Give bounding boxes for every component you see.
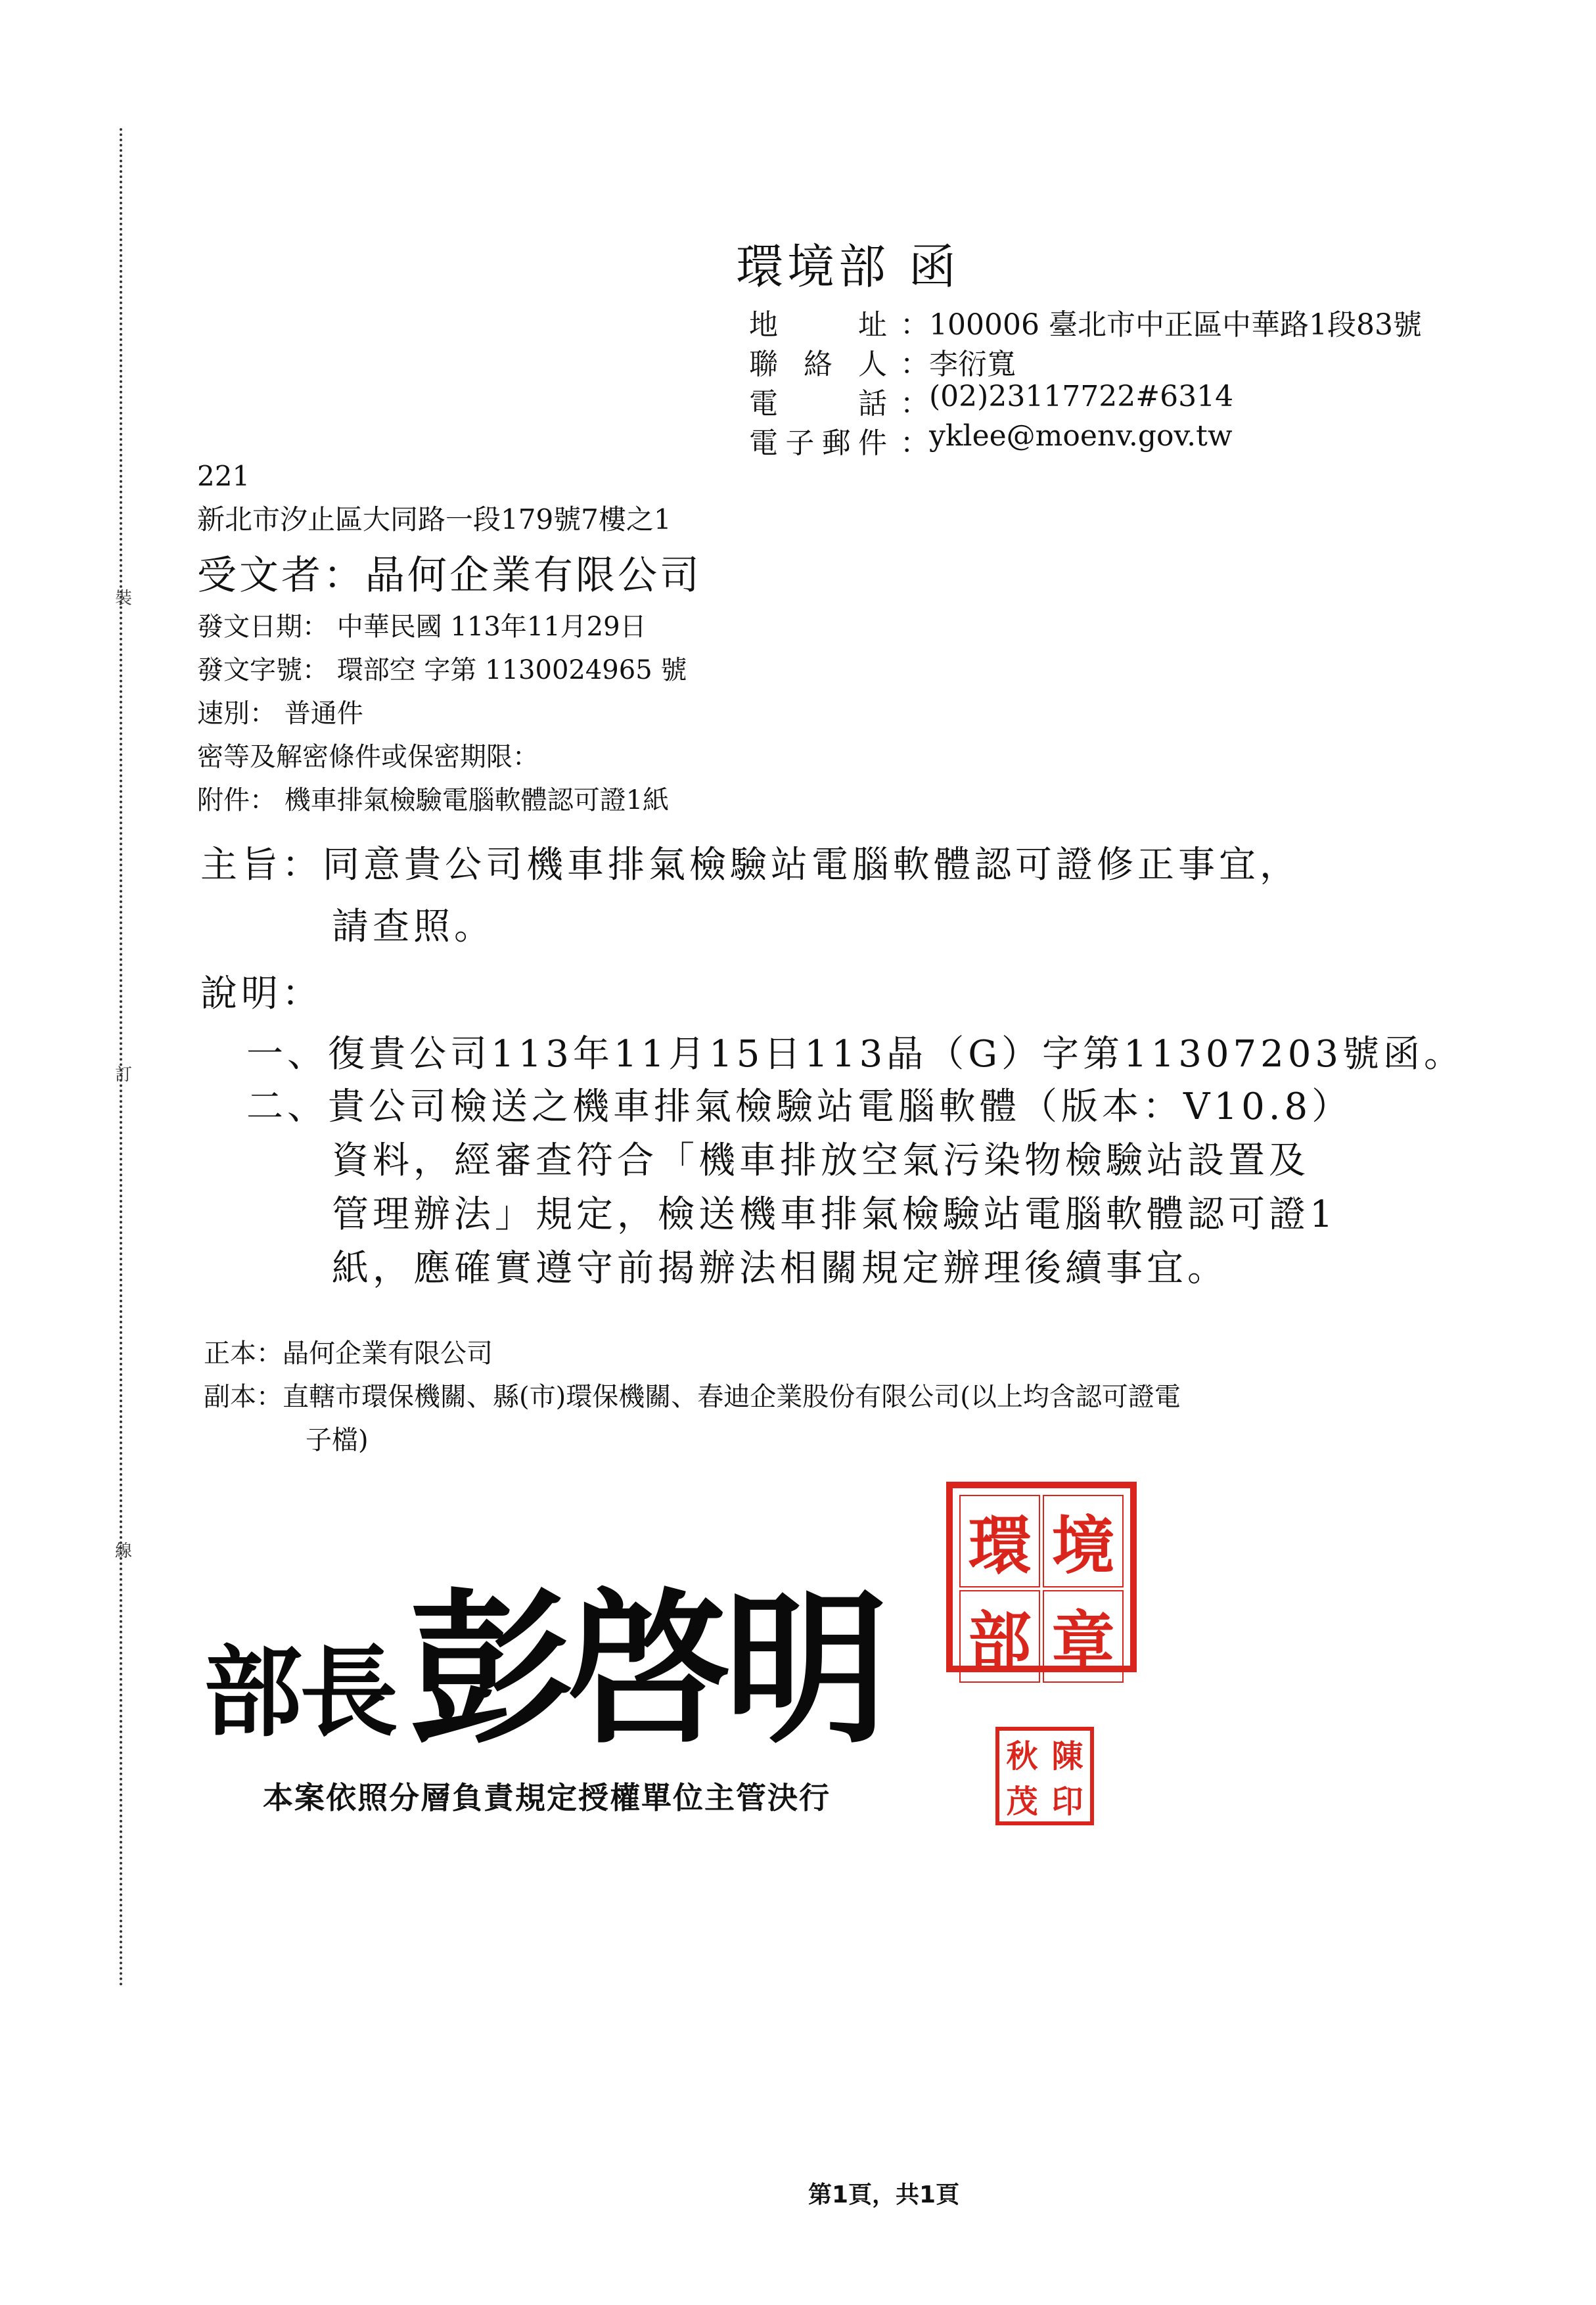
document-title: 環境部 函	[736, 239, 960, 294]
explanation-item-1: 一、復貴公司113年11月15日113晶（G）字第11307203號函。	[246, 1033, 1465, 1076]
explanation-item-2-line-4: 紙，應確實遵守前揭辦法相關規定辦理後續事宜。	[332, 1247, 1228, 1290]
binding-mark-zhuang: 裝	[115, 589, 133, 608]
contact-person: 聯 絡 人 ： 李衍寬	[749, 348, 1016, 381]
explanation-item-2-line-2: 資料，經審查符合「機車排放空氣污染物檢驗站設置及	[332, 1139, 1310, 1182]
signature-name: 彭啓明	[409, 1574, 882, 1766]
recipient	[197, 544, 702, 601]
contact-email: 電子郵件 ： yklee@moenv.gov.tw	[749, 419, 1233, 460]
recipient-label: 受文者：	[197, 553, 365, 599]
ministry-seal: 環 境 部 章	[946, 1482, 1137, 1672]
issue-date: 發文日期： 中華民國 113年11月29日	[197, 612, 647, 642]
signature-title: 部長	[204, 1636, 396, 1750]
subject-label: 主旨：	[200, 844, 323, 886]
subject-line-1: 主旨：同意貴公司機車排氣檢驗站電腦軟體認可證修正事宜，	[200, 844, 1300, 886]
document-number: 發文字號： 環部空 字第 1130024965 號	[197, 655, 687, 685]
binding-mark-xian: 線	[115, 1541, 133, 1561]
mailing-address: 新北市汐止區大同路一段179號7樓之1	[197, 503, 672, 536]
contact-address: 地 址 ： 100006 臺北市中正區中華路1段83號	[749, 308, 1422, 342]
explanation-item-2-line-3: 管理辦法」規定，檢送機車排氣檢驗站電腦軟體認可證1	[332, 1193, 1337, 1236]
confidentiality: 密等及解密條件或保密期限：	[197, 742, 539, 772]
binding-margin-line	[120, 128, 122, 1988]
postal-code: 221	[197, 460, 250, 492]
copy-recipients-line-1: 副本：直轄市環保機關、縣(市)環保機關、春迪企業股份有限公司(以上均含認可證電	[204, 1382, 1181, 1412]
page-number: 第1頁，共1頁	[808, 2181, 960, 2208]
official-seal-small: 秋 陳 茂 印	[995, 1727, 1094, 1825]
explanation-label: 說明：	[200, 972, 323, 1015]
original-recipient: 正本：晶何企業有限公司	[204, 1338, 493, 1369]
delegation-note: 本案依照分層負責規定授權單位主管決行	[263, 1780, 831, 1815]
copy-recipients-line-2: 子檔)	[306, 1425, 369, 1455]
explanation-item-2-line-1: 二、貴公司檢送之機車排氣檢驗站電腦軟體（版本：V10.8）	[246, 1085, 1353, 1128]
binding-mark-ding: 訂	[115, 1065, 133, 1085]
contact-phone: 電 話 ： (02)23117722#6314	[749, 380, 1234, 421]
minister-signature	[204, 1538, 882, 1774]
speed-class: 速別： 普通件	[197, 698, 363, 729]
attachment: 附件： 機車排氣檢驗電腦軟體認可證1紙	[197, 785, 670, 815]
recipient-name: 晶何企業有限公司	[365, 553, 702, 599]
subject-line-2: 請查照。	[332, 905, 495, 948]
